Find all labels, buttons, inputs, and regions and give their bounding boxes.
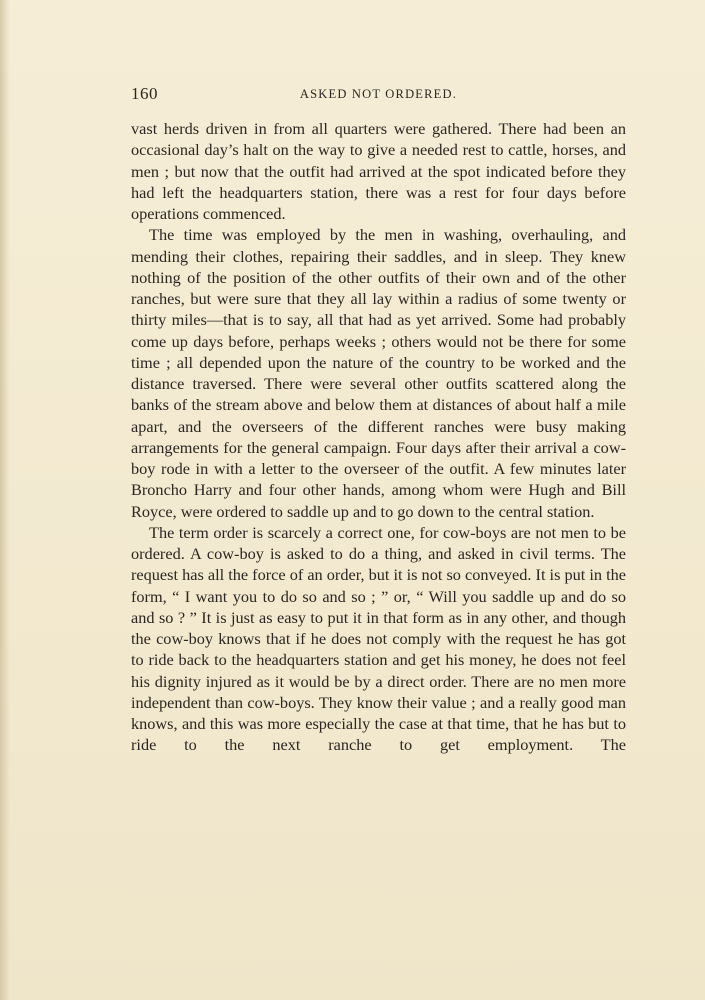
paragraph-2: The time was employed by the men in washing, overhauling, and mending their clothes, repairing their saddles, and in sleep. They knew nothing of the position of the other outfits of their own and of the other ranches, but were sure that they all lay within a radius of some twenty or thirty miles—that is to say, all that had as yet arrived. Some had probably come up days before, perhaps weeks ; others would not be there for some time ; all depended upon the nature of the country to be worked and the distance traversed. There were several other outfits scattered along the banks of the stream above and below them at distances of about half a mile apart, and the overseers of the different ranches were busy making arrangements for the general campaign. Four days after their arrival a cow-boy rode in with a letter to the overseer of the outfit. A few minutes later Broncho Harry and four other hands, among whom were Hugh and Bill Royce, were ordered to saddle up and to go down to the central station. [131, 225, 626, 521]
running-title: ASKED NOT ORDERED. [299, 87, 458, 101]
page-number: 160 [131, 84, 158, 103]
paragraph-1: vast herds driven in from all quarters were gathered. There had been an occasional day’s halt on the way to give a needed rest to cattle, horses, and men ; but now that the outfit had arrived at the spot indicated before they had left the headquarters station, there was a rest for four days before operations commenced. [131, 119, 626, 223]
body-text [131, 118, 626, 756]
page-gutter-shadow [0, 0, 10, 1000]
paragraph-3: The term order is scarcely a correct one, for cow-boys are not men to be ordered. A cow-boy is asked to do a thing, and asked in civil terms. The request has all the force of an order, but it is not so conveyed. It is put in the form, “ I want you to do so and so ; ” or, “ Will you saddle up and do so and so ? ” It is just as easy to put it in that form as in any other, and though the cow-boy knows that if he does not comply with the request he has got to ride back to the headquarters station and get his money, he does not feel his dignity injured as it would be by a direct order. There are no men more independent than cow-boys. They know their value ; and a really good man knows, and this was more especially the case at that time, that he has but to ride to the next ranche to get employment. The [131, 522, 626, 755]
running-head [131, 84, 626, 104]
